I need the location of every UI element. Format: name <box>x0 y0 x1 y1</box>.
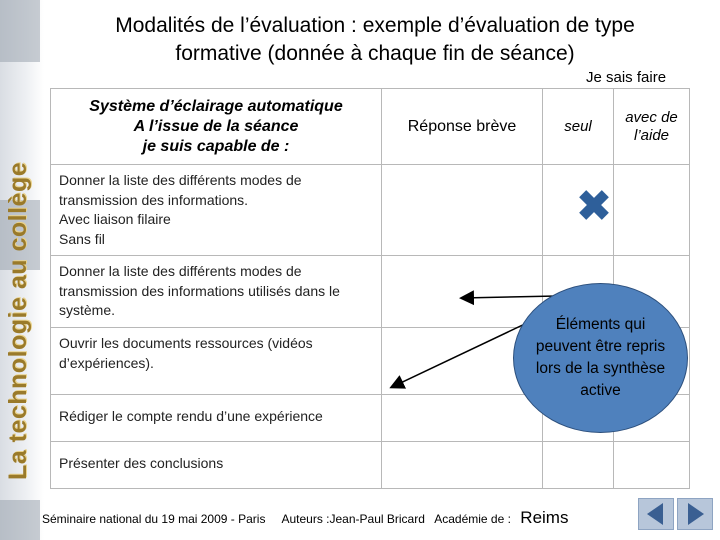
skill-line: Avec liaison filaire <box>59 211 171 227</box>
je-sais-faire-label: Je sais faire <box>586 69 667 86</box>
skill-line: Rédiger le compte rendu d’une expérience <box>59 408 323 424</box>
callout-line: Éléments qui <box>555 316 646 333</box>
skill-line: Donner la liste des différents modes de <box>59 172 302 188</box>
footer-academy: Académie de : <box>434 512 511 526</box>
title-line: formative (donnée à chaque fin de séance) <box>175 42 575 65</box>
header-line: je suis capable de : <box>142 137 290 155</box>
skill-line: d’expériences). <box>59 354 154 371</box>
arrow-to-row2 <box>462 296 557 298</box>
footer-seminar: Séminaire national du 19 mai 2009 - Paris <box>42 512 266 526</box>
header-line: avec de <box>625 108 678 126</box>
next-triangle-icon <box>678 499 712 529</box>
header-seul: seul <box>543 89 614 165</box>
title-line: Modalités de l’évaluation : exemple d’évaluation de type <box>115 14 635 37</box>
header-line: l’aide <box>633 126 670 144</box>
cross-mark-icon <box>571 182 616 227</box>
skill-line: Ouvrir les documents ressources (vidéos <box>59 335 313 351</box>
header-line: A l’issue de la séance <box>133 117 299 135</box>
footer-authors: Auteurs :Jean-Paul Bricard <box>281 512 425 526</box>
skill-line: Présenter des conclusions <box>59 455 224 471</box>
callout-line: lors de la synthèse <box>535 360 666 377</box>
callout-line: active <box>580 382 621 399</box>
skill-line: transmission des informations. <box>59 191 249 208</box>
skill-line: transmission des informations utilisés dans le <box>59 282 340 299</box>
prev-button[interactable] <box>638 498 674 530</box>
footer <box>42 508 568 528</box>
skill-line: Sans fil <box>59 230 105 247</box>
header-line: Système d’éclairage automatique <box>89 97 343 115</box>
footer-city: Reims <box>520 508 569 527</box>
callout-line: peuvent être repris <box>535 338 666 355</box>
skill-line: Donner la liste des différents modes de <box>59 263 302 279</box>
next-button[interactable] <box>677 498 713 530</box>
sidebar-title: La technologie au collège <box>4 161 32 480</box>
header-reponse-breve: Réponse brève <box>382 89 543 165</box>
prev-triangle-icon <box>639 499 673 529</box>
callout-bubble <box>513 283 688 433</box>
skill-line: système. <box>59 302 116 318</box>
